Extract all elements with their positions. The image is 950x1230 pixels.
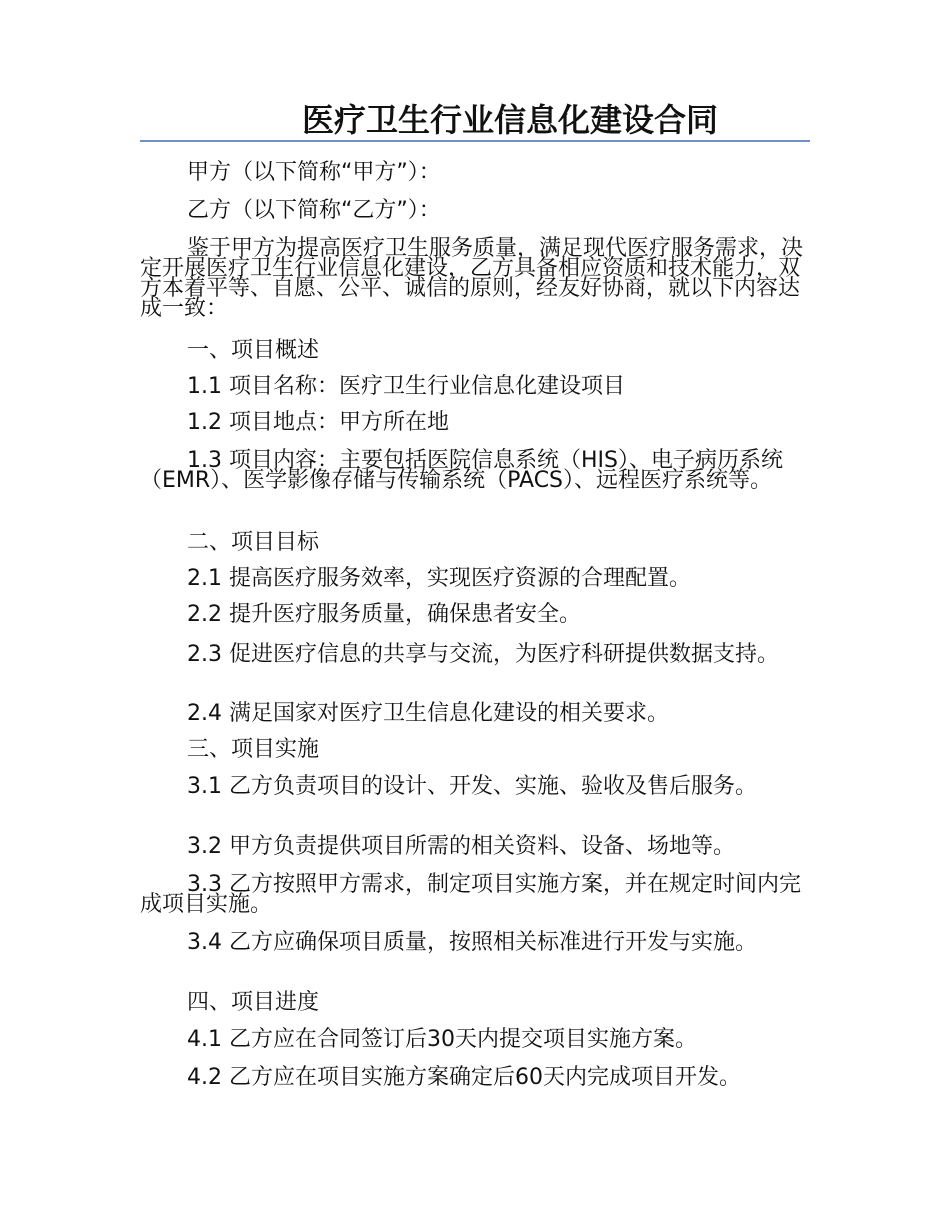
clause-3-4: 3.4 乙方应确保项目质量，按照相关标准进行开发与实施。 xyxy=(187,930,757,955)
section-heading-3: 三、项目实施 xyxy=(187,737,320,762)
clause-4-1: 4.1 乙方应在合同签订后30天内提交项目实施方案。 xyxy=(187,1027,697,1052)
clause-1-1: 1.1 项目名称：医疗卫生行业信息化建设项目 xyxy=(187,374,625,399)
clause-2-4: 2.4 满足国家对医疗卫生信息化建设的相关要求。 xyxy=(187,701,669,726)
section-heading-4: 四、项目进度 xyxy=(187,990,320,1015)
title-underline xyxy=(140,140,810,142)
party-a-line: 甲方（以下简称“甲方”）： xyxy=(187,160,441,185)
preamble-paragraph: 鉴于甲方为提高医疗卫生服务质量，满足现代医疗服务需求，决定开展医疗卫生行业信息化建设，乙方具备相应资质和技术能力，双方本着平等、自愿、公平、诚信的原则，经友好协商，就以下内容达成一致： xyxy=(140,236,804,321)
section-heading-2: 二、项目目标 xyxy=(187,530,320,555)
clause-3-1: 3.1 乙方负责项目的设计、开发、实施、验收及售后服务。 xyxy=(187,774,757,799)
clause-3-2: 3.2 甲方负责提供项目所需的相关资料、设备、场地等。 xyxy=(187,834,735,859)
clause-2-2: 2.2 提升医疗服务质量，确保患者安全。 xyxy=(187,602,581,627)
party-b-line: 乙方（以下简称“乙方”）： xyxy=(187,198,441,223)
clause-3-3: 3.3 乙方按照甲方需求，制定项目实施方案，并在规定时间内完成项目实施。 xyxy=(140,872,801,917)
clause-2-3: 2.3 促进医疗信息的共享与交流，为医疗科研提供数据支持。 xyxy=(187,642,779,667)
clause-4-2: 4.2 乙方应在项目实施方案确定后60天内完成项目开发。 xyxy=(187,1065,741,1090)
clause-1-2: 1.2 项目地点：甲方所在地 xyxy=(187,410,449,435)
document-title: 医疗卫生行业信息化建设合同 xyxy=(301,101,718,139)
clause-2-1: 2.1 提高医疗服务效率，实现医疗资源的合理配置。 xyxy=(187,566,691,591)
section-heading-1: 一、项目概述 xyxy=(187,338,320,363)
clause-1-3: 1.3 项目内容：主要包括医院信息系统（HIS）、电子病历系统（EMR）、医学影像存储与传输系统（PACS）、远程医疗系统等。 xyxy=(140,448,783,493)
